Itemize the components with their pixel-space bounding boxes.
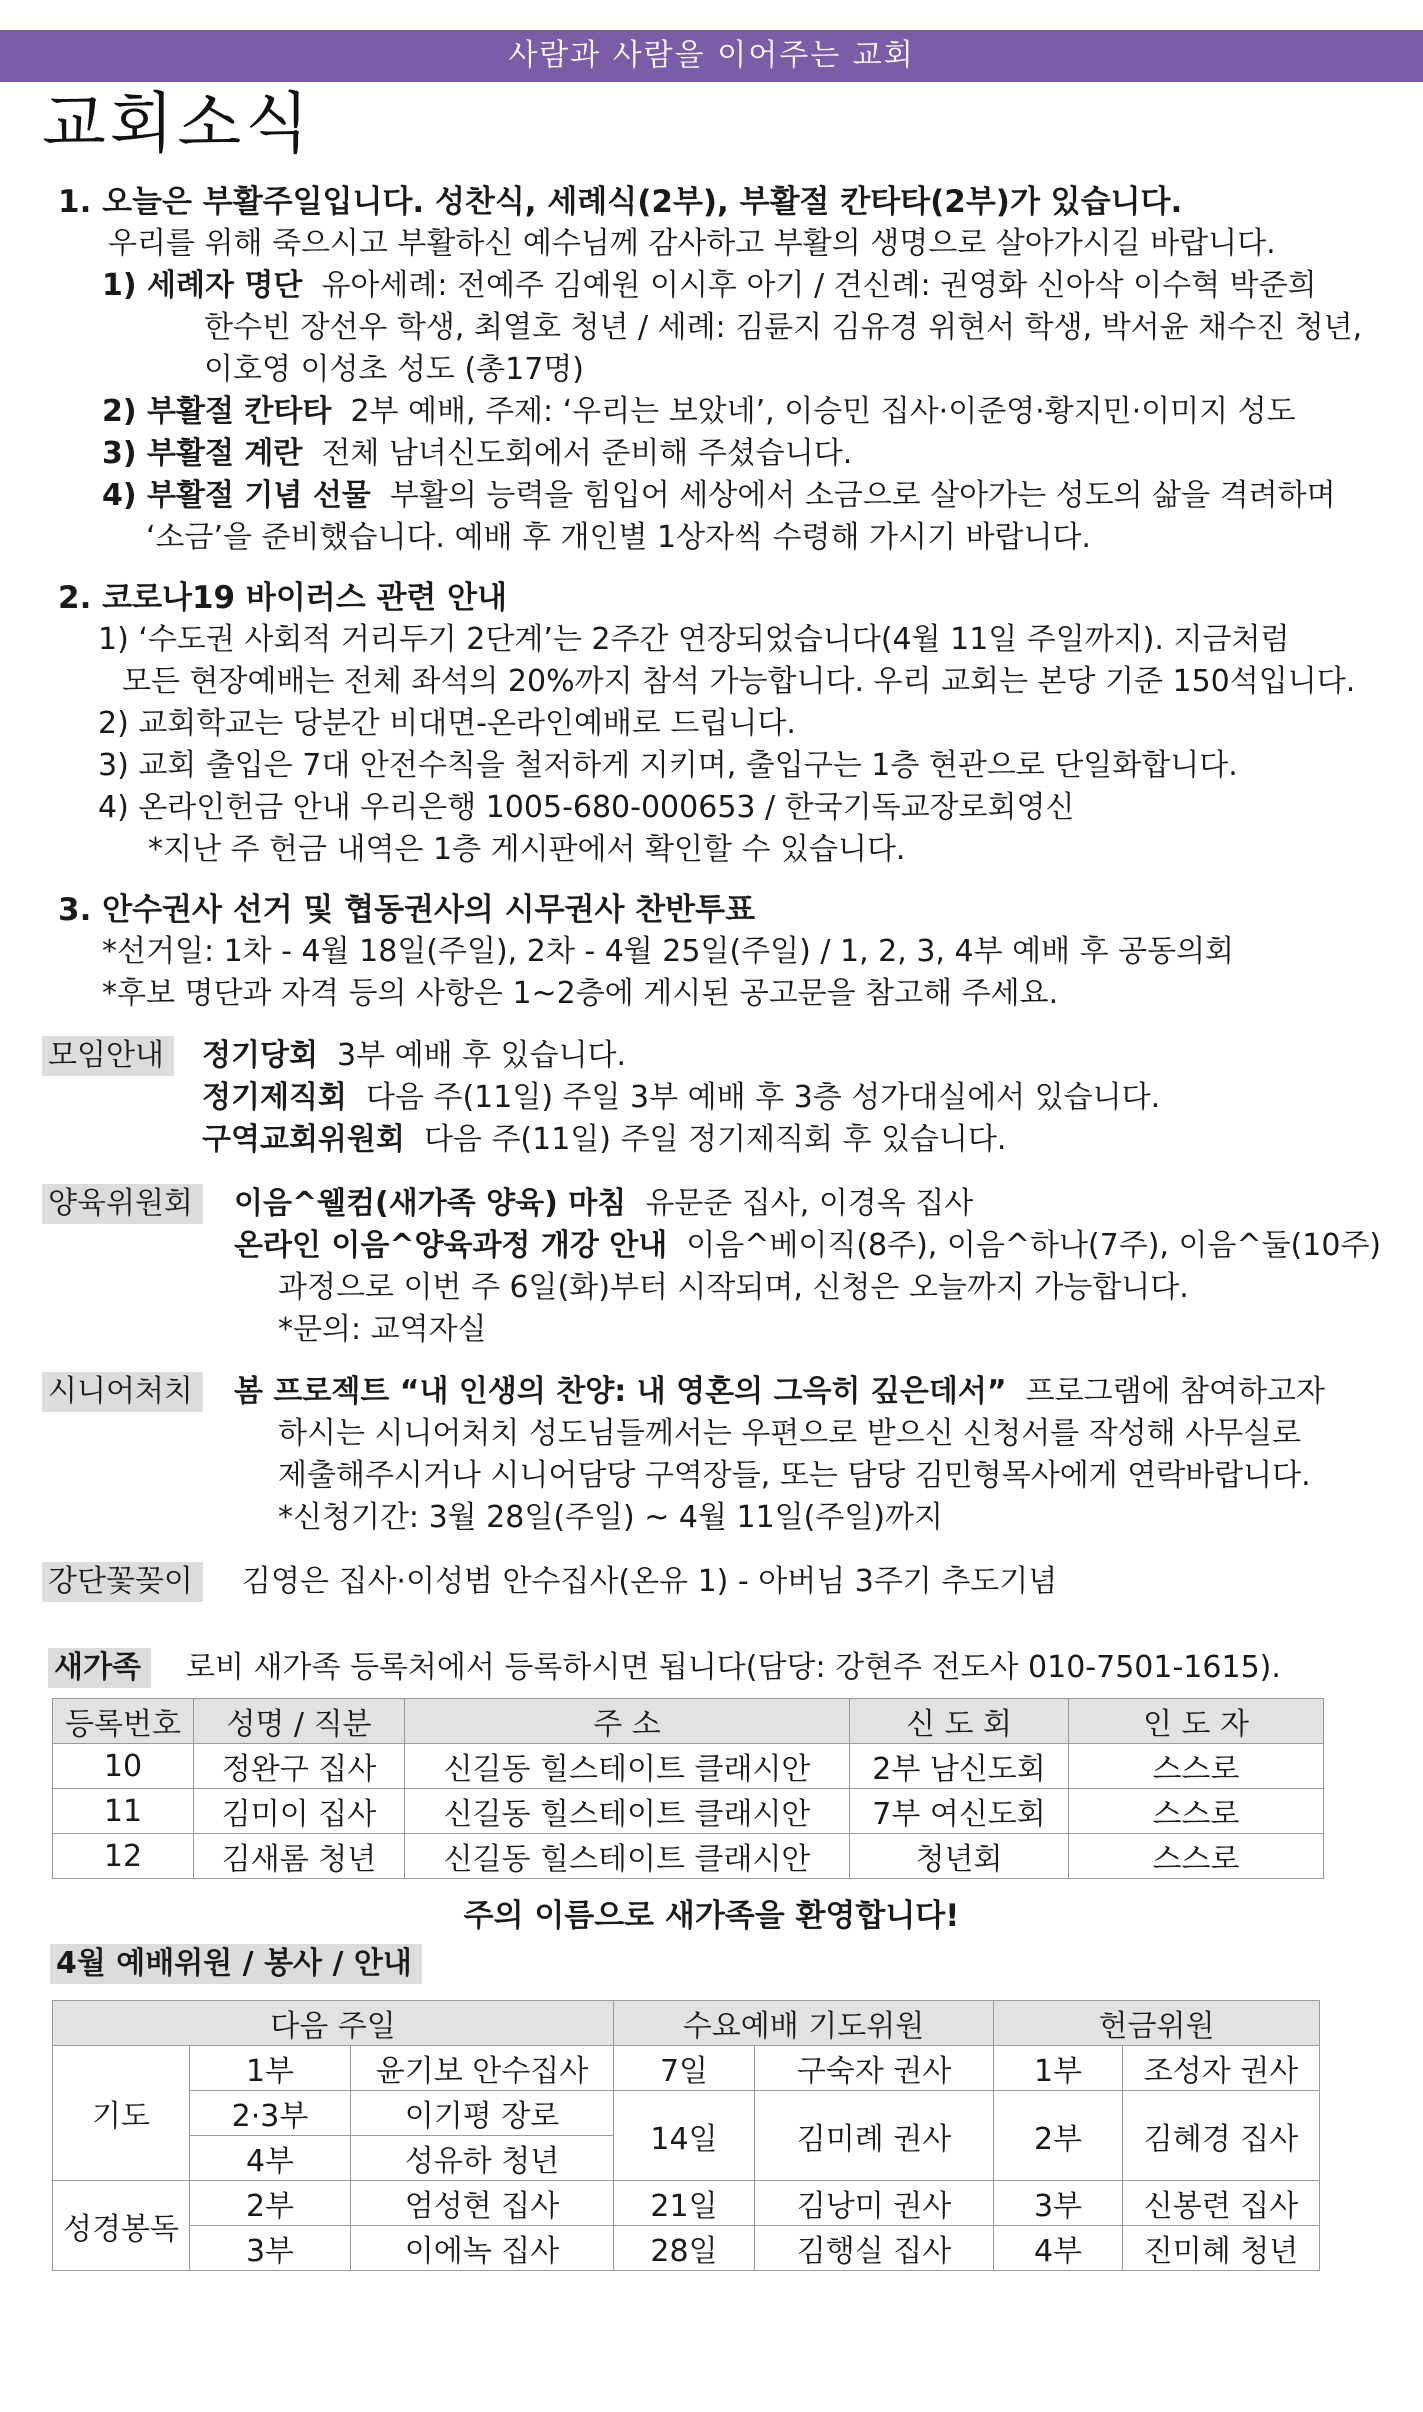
s2-line-1b: 모든 현장예배는 전체 좌석의 20%까지 참석 가능합니다. 우리 교회는 본당 기준 150석입니다.: [122, 664, 1356, 699]
table-row: [53, 2091, 1320, 2136]
nf-cell: 스스로: [1069, 1834, 1324, 1879]
s1-item-4-cont: ‘소금’을 준비했습니다. 예배 후 개인별 1상자씩 수령해 가시기 바랍니다.: [146, 520, 1091, 555]
nf-col-address: 주 소: [405, 1699, 850, 1744]
nf-cell: 신길동 힐스테이트 클래시안: [405, 1744, 850, 1789]
ws-cell: 이기평 장로: [351, 2091, 614, 2136]
nf-cell: 11: [53, 1789, 194, 1834]
nf-col-group: 신 도 회: [850, 1699, 1069, 1744]
ws-cell: 1부: [994, 2046, 1123, 2091]
nf-cell: 12: [53, 1834, 194, 1879]
nf-col-number: 등록번호: [53, 1699, 194, 1744]
meeting-tag: 모임안내: [42, 1036, 174, 1076]
ws-cell: 4부: [994, 2226, 1123, 2271]
table-row: [53, 2181, 1320, 2226]
nf-cell: 2부 남신도회: [850, 1744, 1069, 1789]
meeting-row-2: [202, 1078, 1160, 1118]
meeting-row-3: [202, 1120, 1006, 1160]
s1-item-3: [102, 434, 852, 474]
s3-heading: 3. 안수권사 선거 및 협동권사의 시무권사 찬반투표: [58, 892, 756, 928]
s1-item-1: [102, 266, 1317, 306]
meeting-row-3-label: 구역교회위원회: [202, 1122, 405, 1157]
meeting-row-2-label: 정기제직회: [202, 1080, 347, 1115]
meeting-row-1-label: 정기당회: [202, 1038, 318, 1073]
senior-row: [234, 1372, 1325, 1412]
page-title: 교회소식: [42, 85, 314, 162]
ws-cell: 이에녹 집사: [351, 2226, 614, 2271]
ws-cell: 김행실 집사: [755, 2226, 994, 2271]
nf-cell: 스스로: [1069, 1744, 1324, 1789]
ws-cell: 신봉련 집사: [1123, 2181, 1320, 2226]
ws-cell: 진미혜 청년: [1123, 2226, 1320, 2271]
table-row: [53, 1834, 1324, 1879]
ws-h-offer: 헌금위원: [994, 2001, 1320, 2046]
ws-cell: 3부: [190, 2226, 351, 2271]
nf-cell: 스스로: [1069, 1789, 1324, 1834]
worship-table: [52, 2000, 1320, 2271]
s1-item-1-label: 1) 세례자 명단: [102, 268, 303, 303]
meeting-row-3-text: 다음 주(11일) 주일 정기제직회 후 있습니다.: [423, 1122, 1007, 1157]
nurture-tag: 양육위원회: [42, 1184, 203, 1224]
s1-item-4-label: 4) 부활절 기념 선물: [102, 478, 371, 513]
ws-h-next: 다음 주일: [53, 2001, 614, 2046]
ws-cell: 1부: [190, 2046, 351, 2091]
senior-cont-2: 제출해주시거나 시니어담당 구역장들, 또는 담당 김민형목사에게 연락바랍니다.: [278, 1458, 1311, 1493]
ws-cell: 윤기보 안수집사: [351, 2046, 614, 2091]
meeting-row-1: [202, 1036, 626, 1076]
ws-cell: 14일: [614, 2091, 755, 2181]
ws-reading-label: 성경봉독: [53, 2181, 190, 2271]
ws-cell: 21일: [614, 2181, 755, 2226]
newfamily-text: 로비 새가족 등록처에서 등록하시면 됩니다(담당: 강현주 전도사 010-7501-1615).: [186, 1650, 1281, 1685]
worship-tag: 4월 예배위원 / 봉사 / 안내: [50, 1944, 422, 1984]
table-row: [53, 2226, 1320, 2271]
nf-cell: 신길동 힐스테이트 클래시안: [405, 1834, 850, 1879]
table-row: [53, 1789, 1324, 1834]
ws-cell: 엄성현 집사: [351, 2181, 614, 2226]
table-row: [53, 2046, 1320, 2091]
s1-heading: 1. 오늘은 부활주일입니다. 성찬식, 세례식(2부), 부활절 칸타타(2부)가 있습니다.: [58, 184, 1183, 220]
s3-line-1: *선거일: 1차 - 4월 18일(주일), 2차 - 4월 25일(주일) / 1, 2, 3, 4부 예배 후 공동의회: [102, 934, 1235, 969]
s1-item-1-text: 유아세례: 전예주 김예원 이시후 아기 / 견신례: 권영화 신아삭 이수혁 박준희: [321, 268, 1317, 303]
meeting-row-1-text: 3부 예배 후 있습니다.: [337, 1038, 627, 1073]
s2-line-2: 2) 교회학교는 당분간 비대면-온라인예배로 드립니다.: [98, 706, 796, 741]
s1-item-4: [102, 476, 1336, 516]
newfamily-header-row: [53, 1699, 1324, 1744]
ws-cell: 2부: [994, 2091, 1123, 2181]
nurture-row-2-cont: 과정으로 이번 주 6일(화)부터 시작되며, 신청은 오늘까지 가능합니다.: [278, 1270, 1189, 1305]
ws-cell: 28일: [614, 2226, 755, 2271]
ws-cell: 구숙자 권사: [755, 2046, 994, 2091]
s1-item-2: [102, 392, 1296, 432]
ws-cell: 2·3부: [190, 2091, 351, 2136]
s2-line-1: 1) ‘수도권 사회적 거리두기 2단계’는 2주간 연장되었습니다(4월 11일 주일까지). 지금처럼: [98, 622, 1290, 657]
ws-cell: 성유하 청년: [351, 2136, 614, 2181]
newfamily-tag: 새가족: [48, 1648, 151, 1688]
senior-cont-1: 하시는 시니어처치 성도님들께서는 우편으로 받으신 신청서를 작성해 사무실로: [278, 1416, 1302, 1451]
nf-cell: 10: [53, 1744, 194, 1789]
ws-cell: 7일: [614, 2046, 755, 2091]
senior-label: 봄 프로젝트 “내 인생의 찬양: 내 영혼의 그윽히 깊은데서”: [234, 1374, 1007, 1409]
nf-cell: 정완구 집사: [194, 1744, 405, 1789]
nf-col-guide: 인 도 자: [1069, 1699, 1324, 1744]
nf-cell: 청년회: [850, 1834, 1069, 1879]
nf-cell: 신길동 힐스테이트 클래시안: [405, 1789, 850, 1834]
nf-cell: 김미이 집사: [194, 1789, 405, 1834]
ws-cell: 김미례 권사: [755, 2091, 994, 2181]
s1-intro: 우리를 위해 죽으시고 부활하신 예수님께 감사하고 부활의 생명으로 살아가시길 바랍니다.: [108, 226, 1276, 261]
newfamily-welcome: 주의 이름으로 새가족을 환영합니다!: [463, 1898, 960, 1934]
ws-cell: 조성자 권사: [1123, 2046, 1320, 2091]
senior-cont-3: *신청기간: 3월 28일(주일) ~ 4월 11일(주일)까지: [278, 1500, 943, 1535]
nf-cell: 7부 여신도회: [850, 1789, 1069, 1834]
newfamily-table: [52, 1698, 1324, 1879]
s1-item-2-text: 2부 예배, 주제: ‘우리는 보았네’, 이승민 집사·이준영·황지민·이미지 성도: [350, 394, 1296, 429]
nf-cell: 김새롬 청년: [194, 1834, 405, 1879]
nurture-row-2-note: *문의: 교역자실: [278, 1312, 487, 1347]
s1-item-1-cont1: 한수빈 장선우 학생, 최열호 청년 / 세례: 김륜지 김유경 위현서 학생, 박서윤 채수진 청년,: [204, 310, 1363, 345]
flowers-tag: 강단꽃꽂이: [42, 1562, 203, 1602]
s2-line-4b: *지난 주 헌금 내역은 1층 게시판에서 확인할 수 있습니다.: [148, 832, 906, 867]
s1-item-1-cont2: 이호영 이성초 성도 (총17명): [204, 352, 584, 387]
ws-cell: 3부: [994, 2181, 1123, 2226]
header-banner: 사람과 사람을 이어주는 교회: [0, 30, 1423, 82]
senior-text: 프로그램에 참여하고자: [1025, 1374, 1325, 1409]
s2-line-4: 4) 온라인헌금 안내 우리은행 1005-680-000653 / 한국기독교장로회영신: [98, 790, 1075, 825]
ws-cell: 2부: [190, 2181, 351, 2226]
nurture-row-2-text: 이음^베이직(8주), 이음^하나(7주), 이음^둘(10주): [686, 1228, 1382, 1263]
flowers-text: 김영은 집사·이성범 안수집사(온유 1) - 아버님 3주기 추도기념: [242, 1564, 1058, 1599]
nf-col-name: 성명 / 직분: [194, 1699, 405, 1744]
nurture-row-1-label: 이음^웰컴(새가족 양육) 마침: [234, 1186, 627, 1221]
s2-heading: 2. 코로나19 바이러스 관련 안내: [58, 580, 508, 616]
ws-h-wed: 수요예배 기도위원: [614, 2001, 994, 2046]
nurture-row-1: [234, 1184, 973, 1224]
s1-item-4-text: 부활의 능력을 힘입어 세상에서 소금으로 살아가는 성도의 삶을 격려하며: [389, 478, 1336, 513]
ws-cell: 김혜경 집사: [1123, 2091, 1320, 2181]
table-row: [53, 1744, 1324, 1789]
ws-cell: 4부: [190, 2136, 351, 2181]
s2-line-3: 3) 교회 출입은 7대 안전수칙을 철저하게 지키며, 출입구는 1층 현관으로 단일화합니다.: [98, 748, 1238, 783]
s1-item-2-label: 2) 부활절 칸타타: [102, 394, 332, 429]
meeting-row-2-text: 다음 주(11일) 주일 3부 예배 후 3층 성가대실에서 있습니다.: [365, 1080, 1161, 1115]
s1-item-3-label: 3) 부활절 계란: [102, 436, 303, 471]
nurture-row-2-label: 온라인 이음^양육과정 개강 안내: [234, 1228, 668, 1263]
nurture-row-1-text: 유문준 집사, 이경옥 집사: [645, 1186, 974, 1221]
ws-prayer-label: 기도: [53, 2046, 190, 2181]
nurture-row-2: [234, 1226, 1381, 1266]
ws-cell: 김낭미 권사: [755, 2181, 994, 2226]
s3-line-2: *후보 명단과 자격 등의 사항은 1~2층에 게시된 공고문을 참고해 주세요.: [102, 976, 1059, 1011]
worship-header-row: [53, 2001, 1320, 2046]
senior-tag: 시니어처치: [42, 1372, 203, 1412]
s1-item-3-text: 전체 남녀신도회에서 준비해 주셨습니다.: [321, 436, 853, 471]
